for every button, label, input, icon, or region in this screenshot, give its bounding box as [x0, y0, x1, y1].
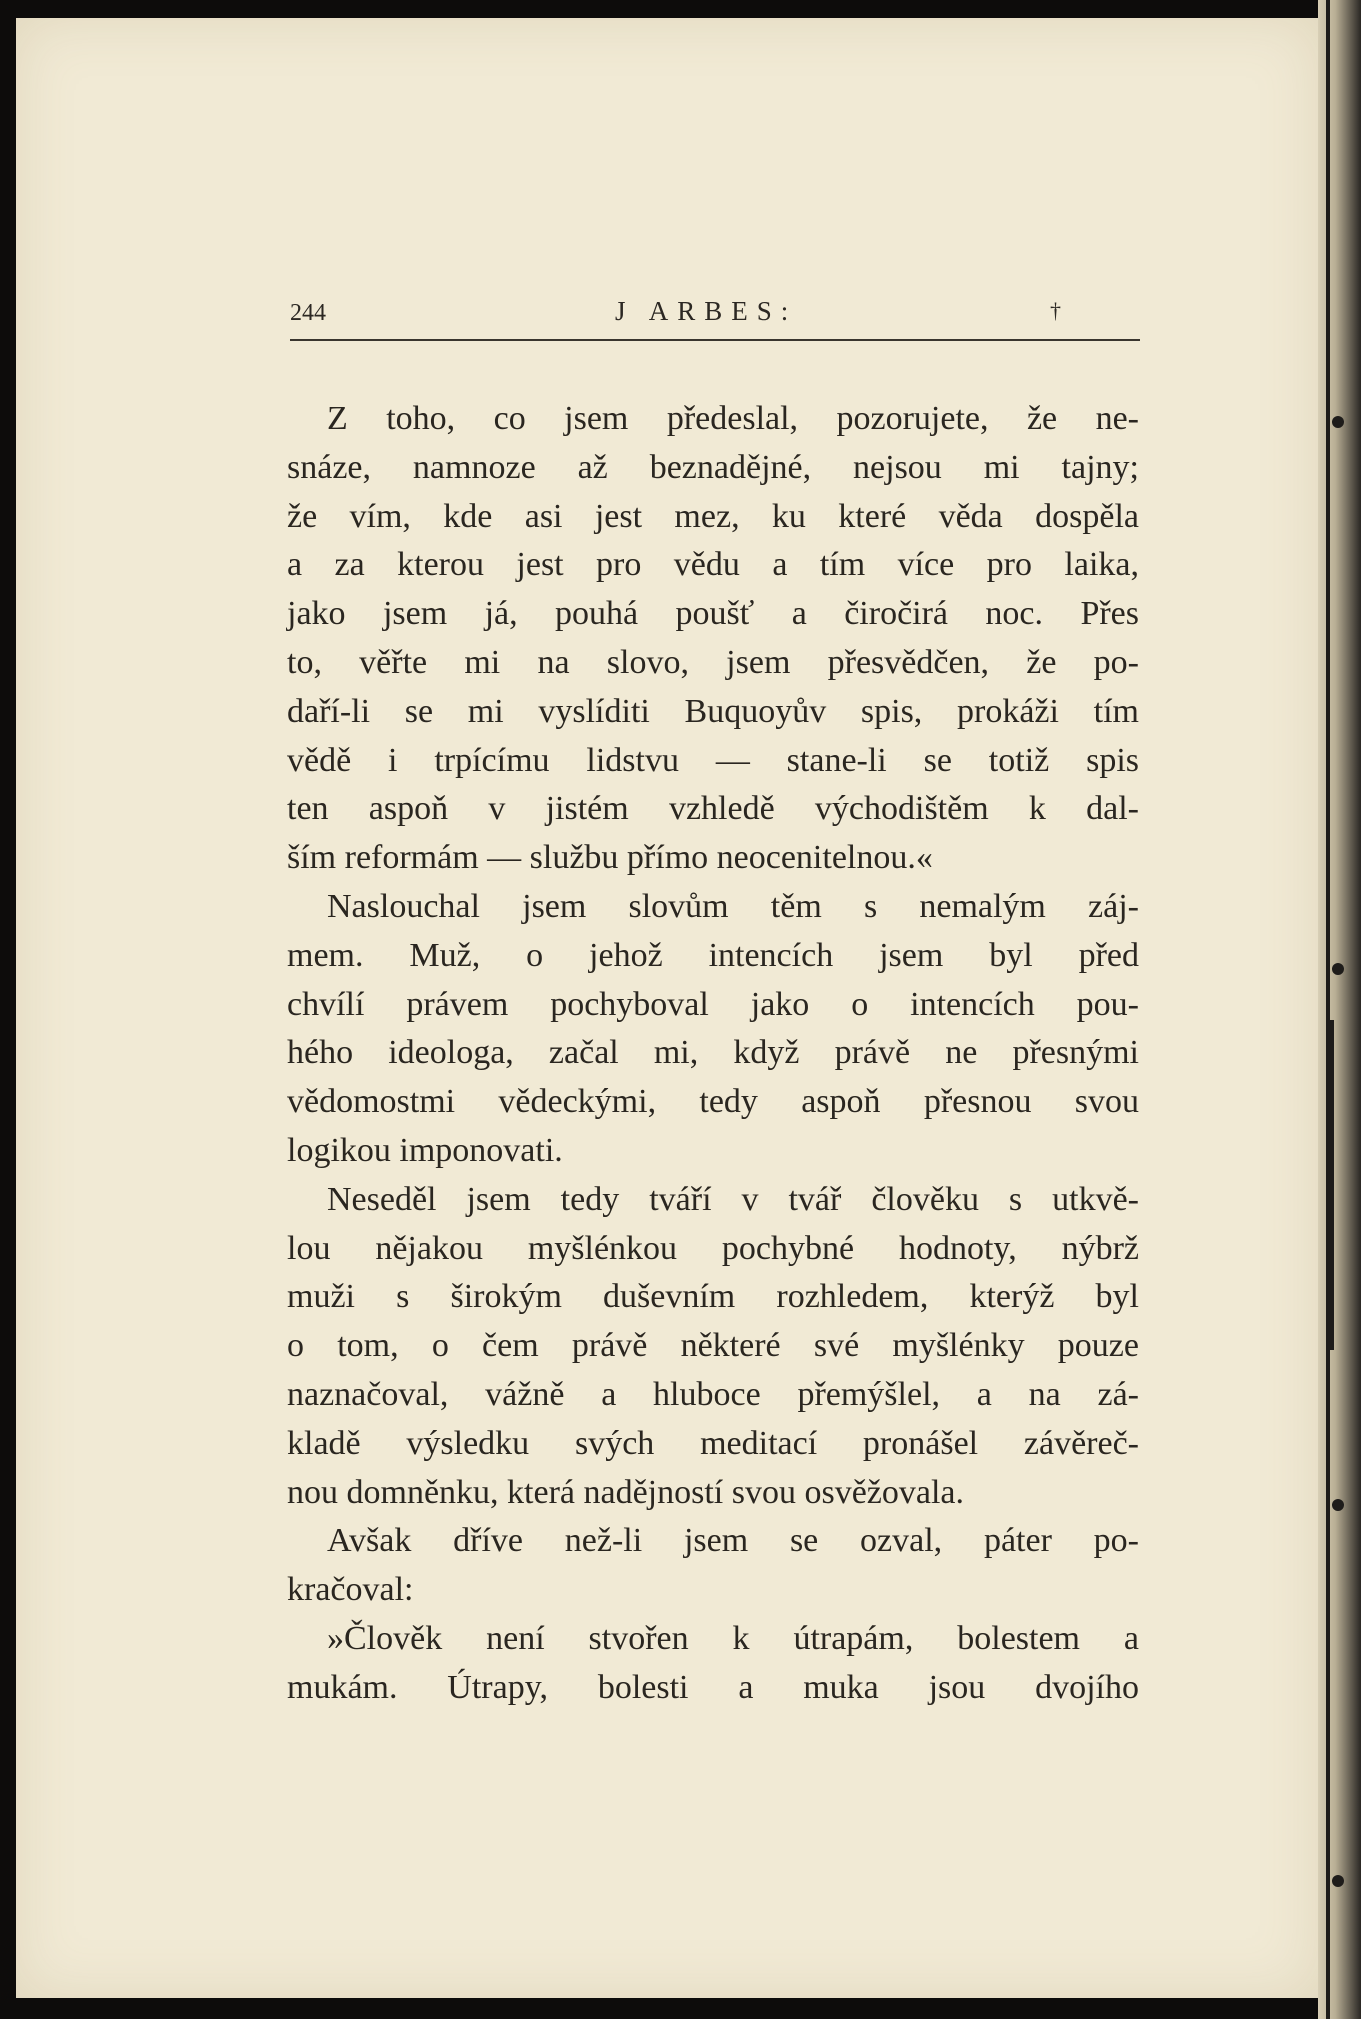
text-line: daří-li se mi vyslíditi Buquoyův spis, prokáži tím [287, 692, 1139, 730]
paragraph [287, 1615, 1139, 1713]
text-line: o tom, o čem právě některé své myšlénky pouze [287, 1327, 1139, 1365]
text-line: naznačoval, vážně a hluboce přemýšlel, a na zá- [287, 1375, 1139, 1413]
running-head [290, 296, 1140, 336]
gutter-mark [1332, 963, 1344, 975]
body-text [287, 395, 1139, 1713]
text-line: chvílí právem pochyboval jako o intencích pou- [287, 985, 1139, 1023]
text-line: a za kterou jest pro vědu a tím více pro laika, [287, 546, 1139, 584]
book-gutter [1318, 0, 1361, 2019]
text-line: »Člověk není stvořen k útrapám, bolestem a [327, 1619, 1139, 1657]
text-line: ším reformám — službu přímo neocenitelnou.« [287, 839, 933, 877]
page-number: 244 [290, 300, 326, 326]
header-rule [290, 339, 1140, 341]
text-line: ten aspoň v jistém vzhledě východištěm k dal- [287, 790, 1139, 828]
gutter-mark [1332, 416, 1344, 428]
paragraph [287, 1517, 1139, 1615]
paragraph [287, 395, 1139, 883]
gutter-mark [1332, 1875, 1344, 1887]
ornament-icon: † [1050, 298, 1061, 323]
text-line: Neseděl jsem tedy tváří v tvář člověku s utkvě- [327, 1180, 1139, 1218]
text-line: vědě i trpícímu lidstvu — stane-li se totiž spis [287, 741, 1139, 779]
text-line: muži s širokým duševním rozhledem, kterýž byl [287, 1278, 1139, 1316]
text-line: jako jsem já, pouhá poušť a čiročirá noc. Přes [287, 595, 1139, 633]
gutter-rule [1326, 0, 1330, 2019]
text-line: Avšak dříve než-li jsem se ozval, páter po- [327, 1522, 1139, 1560]
gutter-rule [1330, 1020, 1334, 1350]
text-line: logikou imponovati. [287, 1131, 563, 1169]
text-line: hého ideologa, začal mi, když právě ne přesnými [287, 1034, 1139, 1072]
text-line: kračoval: [287, 1571, 414, 1609]
text-line: lou nějakou myšlénkou pochybné hodnoty, nýbrž [287, 1229, 1139, 1267]
text-line: to, věřte mi na slovo, jsem přesvědčen, že po- [287, 643, 1139, 681]
text-line: Z toho, co jsem předeslal, pozorujete, že ne- [327, 400, 1139, 437]
text-line: že vím, kde asi jest mez, ku které věda dospěla [287, 497, 1139, 535]
paragraph [287, 883, 1139, 1176]
running-title: J ARBES: [615, 296, 798, 326]
text-line: Naslouchal jsem slovům těm s nemalým záj- [327, 887, 1139, 925]
text-line: mem. Muž, o jehož intencích jsem byl před [287, 936, 1139, 974]
text-line: kladě výsledku svých meditací pronášel závěreč- [287, 1424, 1139, 1462]
text-line: snáze, namnoze až beznadějné, nejsou mi tajny; [287, 448, 1139, 486]
text-line: nou domněnku, která nadějností svou osvěžovala. [287, 1473, 965, 1511]
text-line: mukám. Útrapy, bolesti a muka jsou dvojího [287, 1668, 1139, 1706]
gutter-mark [1332, 1499, 1344, 1511]
paragraph [287, 1176, 1139, 1518]
text-line: vědomostmi vědeckými, tedy aspoň přesnou svou [287, 1083, 1139, 1121]
